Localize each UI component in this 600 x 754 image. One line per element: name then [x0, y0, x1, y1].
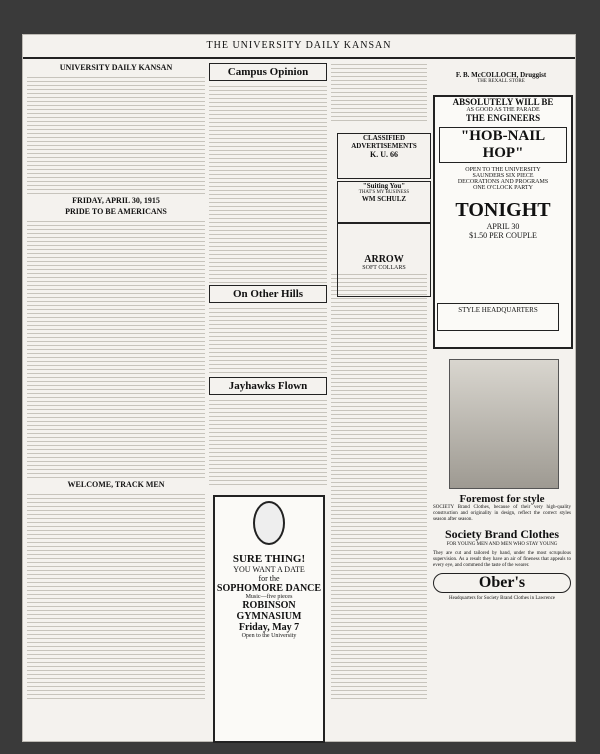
style-headquarters-banner: STYLE HEADQUARTERS [437, 303, 559, 331]
editorial-heading-1: PRIDE TO BE AMERICANS [65, 207, 167, 216]
ad-title: "HOB-NAIL HOP" [439, 127, 567, 163]
society-brand-ad [433, 493, 571, 738]
other-hills-box [209, 285, 327, 303]
ad-date: APRIL 30 [486, 222, 520, 231]
campus-opinion-body [209, 83, 327, 283]
paper-title: UNIVERSITY DAILY KANSAN [59, 63, 173, 72]
dance-line-5: Music—five pieces [245, 594, 293, 600]
ad-line-5: OPEN TO THE UNIVERSITY [465, 167, 541, 173]
suiting-title: "Suiting You" [362, 182, 406, 190]
date-line: FRIDAY, APRIL 30, 1915 [72, 196, 160, 205]
classified-phone: K. U. 66 [370, 150, 398, 159]
other-hills-body [209, 305, 327, 375]
dance-line-1: SURE THING! [232, 553, 306, 565]
ad-line-8: ONE O'CLOCK PARTY [473, 185, 533, 191]
suiting-ad [337, 181, 431, 223]
classified-box [337, 133, 431, 179]
dance-line-3: for the [258, 574, 280, 583]
arrow-sub: SOFT COLLARS [362, 265, 406, 271]
druggist-store: THE REXALL STORE [477, 79, 525, 84]
classified-listings [331, 271, 427, 701]
dance-line-6: ROBINSON GYMNASIUM [236, 600, 302, 622]
druggist-ad [433, 71, 569, 91]
campus-opinion-box [209, 63, 327, 81]
classified-title: CLASSIFIED [362, 134, 405, 142]
other-hills-heading: On Other Hills [232, 288, 304, 300]
arrow-collar-ad [337, 223, 431, 297]
ad-line-3: THE ENGINEERS [465, 113, 541, 123]
suiting-name: WM SCHULZ [361, 195, 407, 203]
ad-price: $1.50 PER COUPLE [469, 231, 537, 240]
sophomore-dance-ad [213, 495, 325, 743]
suiting-sub: THAT'S MY BUSINESS [358, 190, 410, 195]
campus-opinion-heading: Campus Opinion [227, 66, 309, 78]
man-illustration [449, 359, 559, 489]
jayhawks-heading: Jayhawks Flown [228, 380, 308, 392]
classified-sub: ADVERTISEMENTS [351, 142, 417, 150]
dance-line-2: YOU WANT A DATE [233, 565, 305, 574]
jayhawks-body [209, 397, 327, 487]
dance-line-7: Friday, May 7 [238, 622, 300, 633]
obers-footer: Headquarters for Society Brand Clothes in Lawrence [448, 596, 556, 601]
society-brand-sub: FOR YOUNG MEN AND MEN WHO STAY YOUNG [446, 542, 558, 547]
ad-line-6: SAUNDERS SIX PIECE [472, 173, 534, 179]
masthead: THE UNIVERSITY DAILY KANSAN [23, 35, 575, 59]
foremost-paragraph: SOCIETY Brand Clothes, because of their very high-quality construction and originality in design, reflect the correct styles season after season. [433, 505, 571, 522]
jayhawks-box [209, 377, 327, 395]
society-brand-title: Society Brand Clothes [445, 527, 559, 541]
obers-logo: Ober's [433, 573, 571, 593]
druggist-name: F. B. McCOLLOCH, Druggist [455, 71, 547, 79]
ad-line-1: ABSOLUTELY WILL BE [452, 97, 554, 107]
news-body [331, 61, 427, 121]
arrow-brand: ARROW [364, 254, 404, 265]
foremost-heading: Foremost for style [459, 493, 545, 505]
newspaper-page [22, 34, 576, 742]
column-left [27, 61, 205, 737]
ad-line-7: DECORATIONS AND PROGRAMS [457, 179, 549, 185]
staff-listing [27, 74, 205, 194]
cartoon-man-icon [253, 501, 285, 545]
foremost-paragraph-2: They are cut and tailored by hand, under the most scrupulous supervision. As a result they have an air of fineness that appeals to every eye, and commend the taste of the wearer. [433, 551, 571, 568]
dance-line-8: Open to the University [241, 633, 297, 639]
ad-line-2: AS GOOD AS THE PARADE [466, 107, 540, 113]
dance-line-4: SOPHOMORE DANCE [216, 583, 322, 594]
editorial-body-2 [27, 491, 205, 701]
editorial-body-1 [27, 218, 205, 478]
ad-tonight: TONIGHT [455, 199, 551, 221]
editorial-heading-2: WELCOME, TRACK MEN [67, 480, 165, 489]
